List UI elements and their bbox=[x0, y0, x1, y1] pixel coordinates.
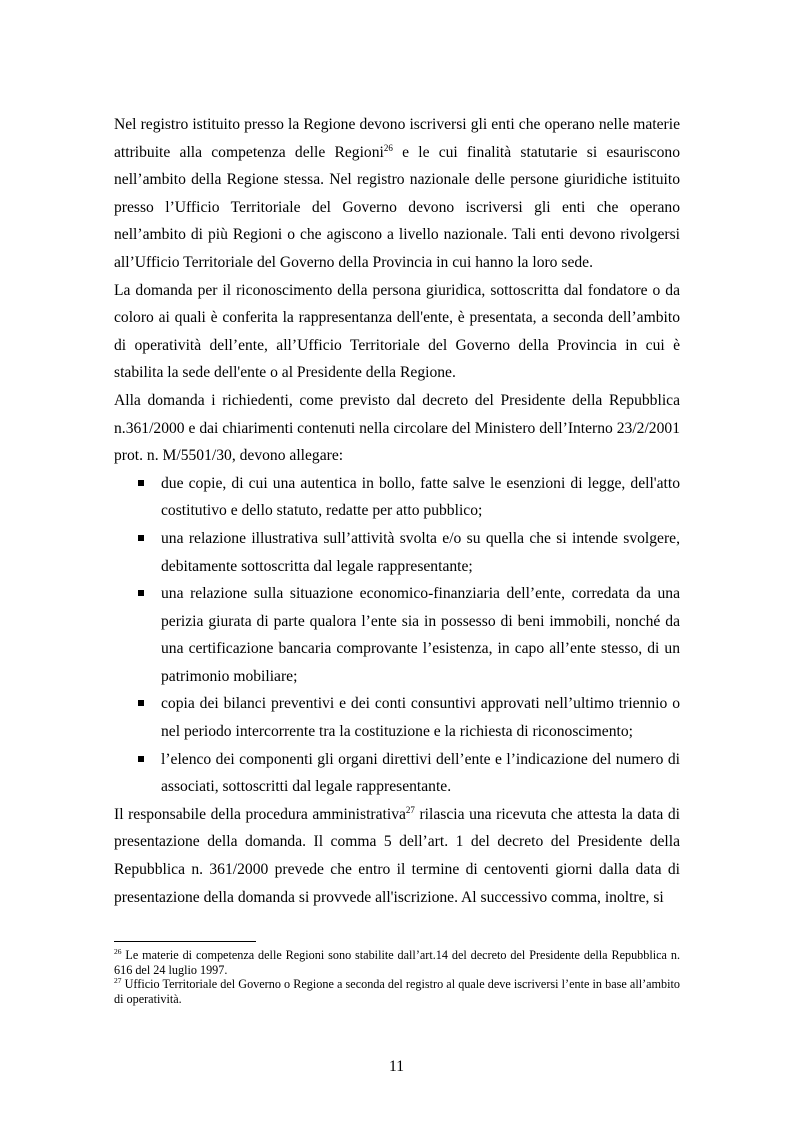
list-item-text: copia dei bilanci preventivi e dei conti consuntivi approvati nell’ultimo triennio o nel periodo intercorrente tra la costituzione e la richiesta di riconoscimento; bbox=[161, 695, 680, 741]
list-item bbox=[114, 746, 680, 801]
list-item bbox=[114, 580, 680, 690]
list-item-text: l’elenco dei componenti gli organi direttivi dell’ente e l’indicazione del numero di associati, sottoscritti dal legale rappresentante. bbox=[161, 750, 680, 796]
footnote-ref-27[interactable]: 27 bbox=[405, 804, 415, 815]
paragraph-1 bbox=[114, 111, 680, 277]
list-item bbox=[114, 690, 680, 745]
list-item-text: due copie, di cui una autentica in bollo, fatte salve le esenzioni di legge, dell'atto costitutivo e dello statuto, redatte per atto pubblico; bbox=[161, 474, 680, 520]
list-item-text: una relazione sulla situazione economico-finanziaria dell’ente, corredata da una perizia giurata di parte qualora l’ente sia in possesso di beni immobili, nonché da una certificazione bancaria comprovante l’esistenza, in capo all’ente stesso, di un patrimonio mobiliare; bbox=[161, 585, 680, 685]
list-item-text: una relazione illustrativa sull’attività svolta e/o su quella che si intende svolgere, debitamente sottoscritta dal legale rappresentante; bbox=[161, 529, 680, 575]
paragraph-4 bbox=[114, 801, 680, 911]
footnote-separator bbox=[114, 941, 256, 942]
bullet-icon bbox=[138, 756, 144, 762]
footnote-number: 26 bbox=[114, 947, 122, 956]
paragraph-4-text-b: rilascia una ricevuta che attesta la data di presentazione della domanda. Il comma 5 dell’art. 1 del decreto del Presidente della Repubblica n. 361/2000 prevede che entro il termine di centoventi giorni dalla data di presentazione della domanda si provvede all'iscrizione. Al successivo comma, inoltre, si bbox=[114, 805, 681, 906]
list-item bbox=[114, 525, 680, 580]
bullet-icon bbox=[138, 590, 144, 596]
footnote-text: Le materie di competenza delle Regioni sono stabilite dall’art.14 del decreto del Presidente della Repubblica n. 616 del 24 luglio 1997. bbox=[114, 948, 680, 977]
bullet-icon bbox=[138, 700, 144, 706]
footnote-27 bbox=[114, 977, 680, 1006]
bullet-icon bbox=[138, 480, 144, 486]
paragraph-4-text-a: Il responsabile della procedura amministrativa bbox=[114, 805, 406, 823]
list-item bbox=[114, 470, 680, 525]
body-text bbox=[114, 111, 680, 911]
footnotes bbox=[114, 948, 680, 1006]
footnote-text: Ufficio Territoriale del Governo o Regione a seconda del registro al quale deve iscriversi l’ente in base all’ambito di operatività. bbox=[114, 977, 680, 1006]
attachment-list bbox=[114, 470, 680, 801]
bullet-icon bbox=[138, 535, 144, 541]
page-number: 11 bbox=[388, 1058, 404, 1075]
footnote-number: 27 bbox=[114, 976, 122, 986]
paragraph-3: Alla domanda i richiedenti, come previsto dal decreto del Presidente della Repubblica n.361/2000 e dai chiarimenti contenuti nella circolare del Ministero dell’Interno 23/2/2001 prot. n. M/5501/30, devono allegare: bbox=[114, 391, 680, 465]
paragraph-1-text-b: e le cui finalità statutarie si esauriscono nell’ambito della Regione stessa. Nel registro nazionale delle persone giuridiche istituito presso l’Ufficio Territoriale del Governo devono iscriversi gli enti che operano nell’ambito di più Regioni o che agiscono a livello nazionale. Tali enti devono rivolgersi all’Ufficio Territoriale del Governo della Provincia in cui hanno la loro sede. bbox=[114, 143, 680, 271]
footnote-ref-26[interactable]: 26 bbox=[383, 142, 393, 153]
footnote-26 bbox=[114, 948, 680, 977]
paragraph-2: La domanda per il riconoscimento della persona giuridica, sottoscritta dal fondatore o da coloro ai quali è conferita la rappresentanza dell'ente, è presentata, a seconda dell’ambito di operatività dell’ente, all’Ufficio Territoriale del Governo della Provincia in cui è stabilita la sede dell'ente o al Presidente della Regione. bbox=[114, 281, 680, 382]
paragraph-1-text-a: Nel registro istituito presso la Regione devono iscriversi gli enti che operano nelle materie attribuite alla competenza delle Regioni bbox=[114, 116, 680, 161]
